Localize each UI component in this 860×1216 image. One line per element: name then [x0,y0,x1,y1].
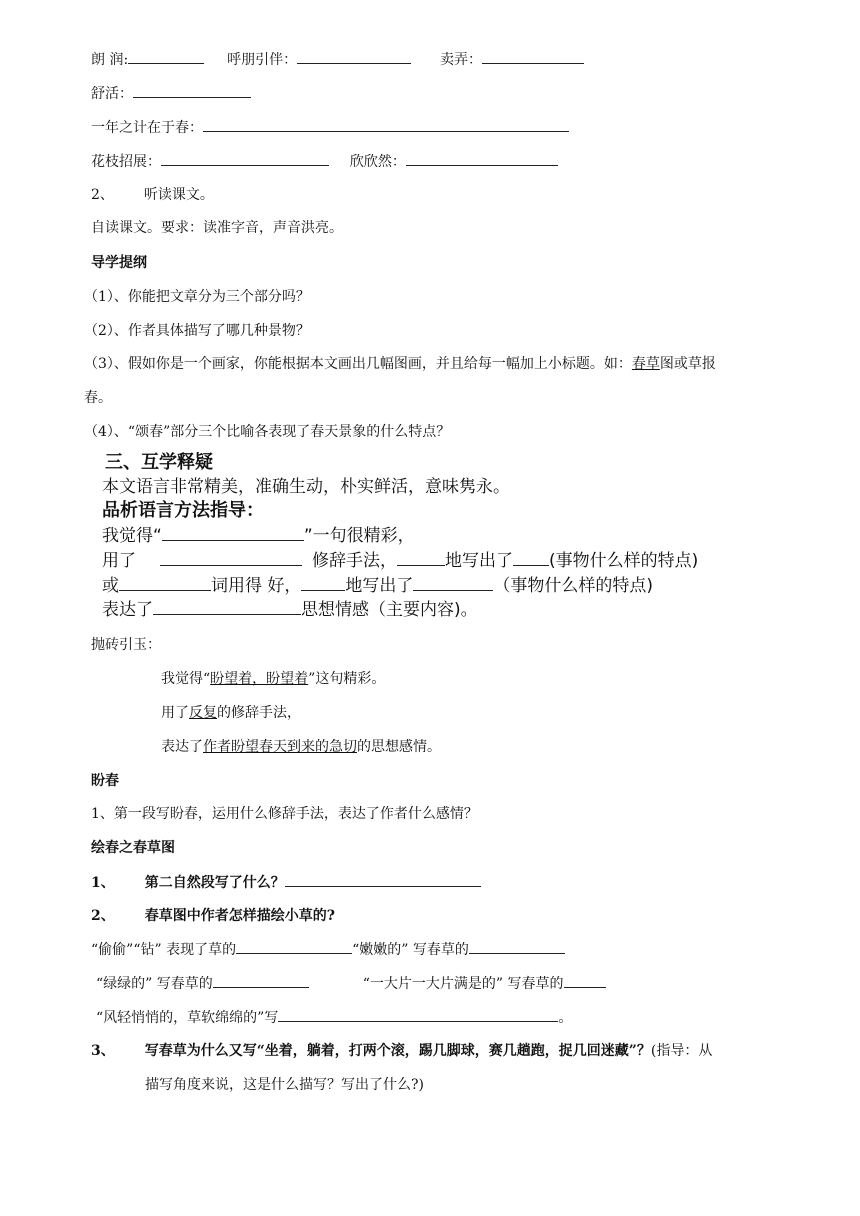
blank[interactable] [213,974,309,988]
vocab-huazhizhaozhan: 花枝招展： [91,154,161,170]
method-title: 品析语言方法指导： [102,500,264,521]
vocab-hupengyinban: 呼朋引伴： [227,52,298,68]
method-line-2: 用了 修辞手法， 地写出了 (事物什么样的特点) [102,551,699,571]
blank[interactable] [301,574,345,591]
underlined-text: 作者盼望春天到来的急切 [203,739,357,755]
caotu-q1: 1、 第二自然段写了什么？ [91,873,481,892]
blank[interactable] [203,118,569,132]
blank[interactable] [236,940,352,954]
blank[interactable] [285,873,481,887]
step-2 [91,186,214,204]
blank[interactable] [297,50,411,64]
blank[interactable] [162,524,304,541]
vocab-row-3 [91,118,569,137]
example-line-3: 表达了作者盼望春天到来的急切的思想感情。 [161,739,441,755]
vocab-row-4 [91,152,558,171]
fill-line-3: “风轻悄悄的，草软绵绵的”写 。 [96,1010,573,1026]
self-read: 自读课文。要求：读准字音，声音洪亮。 [91,220,343,236]
blank[interactable] [278,1008,558,1022]
section-3-intro: 本文语言非常精美，准确生动，朴实鲜活，意味隽永。 [102,477,510,497]
underlined-text: 反复 [189,705,217,721]
underlined-text: 盼望着，盼望着 [210,671,309,687]
blank[interactable] [160,549,302,566]
caotu-heading: 绘春之春草图 [91,840,175,856]
vocab-yinianzhiji: 一年之计在于春： [91,120,203,136]
vocab-row-2 [91,84,251,103]
blank[interactable] [128,50,204,64]
blank[interactable] [397,549,445,566]
underlined-text: 春草 [631,356,660,372]
vocab-shuhuo: 舒活： [91,86,133,102]
panchun-heading: 盼春 [91,773,119,789]
vocab-langrun: 朗 润: [91,52,129,68]
vocab-mainong: 卖弄： [439,52,482,68]
guide-q1: （1）、你能把文章分为三个部分吗？ [84,289,310,305]
panchun-q1: 1、第一段写盼春，运用什么修辞手法，表达了作者什么感情？ [91,806,478,822]
section-3-title: 三、互学释疑 [105,452,213,473]
blank[interactable] [161,152,329,166]
blank[interactable] [564,974,606,988]
guide-q3-line1: （3）、假如你是一个画家，你能根据本文画出几幅图画，并且给每一幅加上小标题。如：春草图或草报 [84,356,716,372]
guide-heading: 导学提纲 [91,255,147,271]
method-line-4: 表达了 思想情感（主要内容)。 [102,600,478,620]
blank[interactable] [413,574,493,591]
example-label: 抛砖引玉： [91,637,161,653]
blank[interactable] [469,940,565,954]
example-line-1: 我觉得“盼望着，盼望着”这句精彩。 [161,671,386,687]
blank[interactable] [119,574,211,591]
guide-q3-line2: 春。 [84,390,112,406]
vocab-row-1 [91,50,584,69]
blank[interactable] [513,549,549,566]
fill-line-2: “绿绿的” 写春草的 “一大片一大片满是的” 写春草的 [96,974,606,993]
step-text: 听读课文。 [143,187,214,203]
blank[interactable] [133,84,251,98]
guide-q4: （4）、“颂春”部分三个比喻各表现了春天景象的什么特点？ [84,424,451,440]
blank[interactable] [406,152,558,166]
step-number: 2、 [91,187,114,203]
guide-q2: （2）、作者具体描写了哪几种景物？ [84,323,310,339]
caotu-q2: 2、 春草图中作者怎样描绘小草的? [91,908,335,924]
blank[interactable] [482,50,584,64]
vocab-xinxinran: 欣欣然： [349,154,406,170]
caotu-q3-line2: 描写角度来说，这是什么描写？写出了什么?) [145,1077,424,1093]
caotu-q3-line1: 3、 写春草为什么又写“坐着，躺着，打两个滚，踢几脚球，赛几趟跑，捉几回迷藏”？(指导：从 [91,1043,713,1059]
method-line-1: 我觉得“ ”一句很精彩， [102,526,415,546]
fill-line-1: “偷偷”“钻” 表现了草的 “嫩嫩的” 写春草的 [91,940,565,959]
example-line-2: 用了反复的修辞手法， [161,705,301,721]
method-line-3: 或 词用得 好， 地写出了 （事物什么样的特点) [102,576,654,596]
blank[interactable] [153,598,301,615]
